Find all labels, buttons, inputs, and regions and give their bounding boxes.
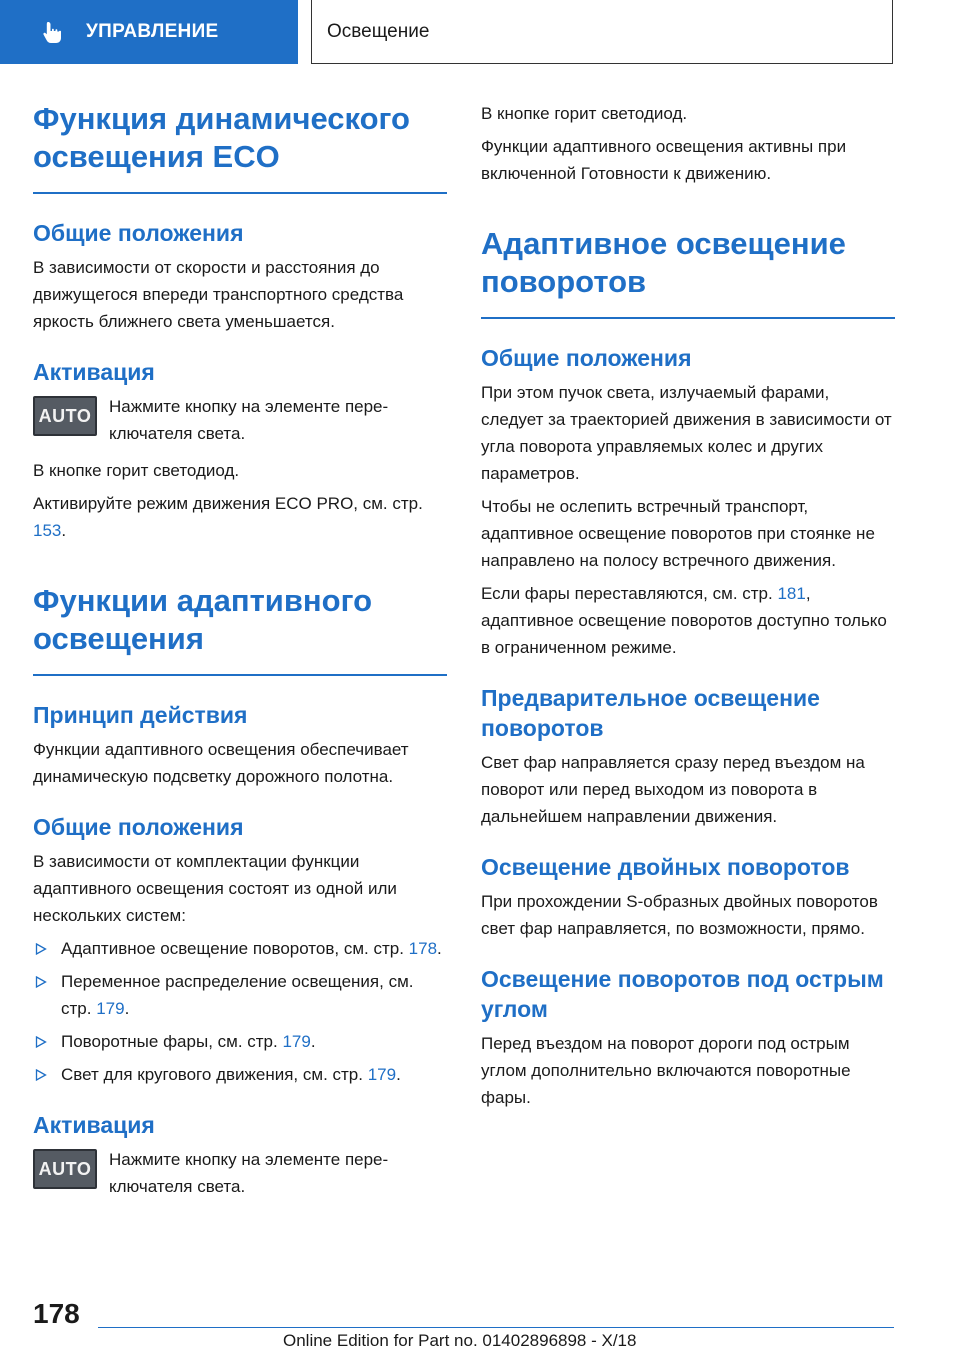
subheading-activation-2: Активация [33,1112,155,1138]
subheading-pre: Предварительное освещение поворотов [481,685,820,741]
page-link[interactable]: 179 [367,1065,397,1084]
paragraph-general-2: В зависимости от комплектации функции адаптивного освещения состоят из одной или нескольких систем: [33,852,397,925]
list-item: Адаптивное освещение поворотов, см. стр. 178. [33,935,447,962]
subheading-activation: Активация [33,359,155,385]
paragraph-general: В зависимости от скорости и расстояния до движущегося впереди транспортного средства яркость ближнего света уменьшается. [33,258,404,331]
subheading-double: Освещение двойных поворотов [481,854,850,880]
page-number: 178 [33,1298,80,1329]
subheading-general: Общие положения [33,220,244,246]
right-column [481,100,895,1117]
subheading-principle: Принцип действия [33,702,248,728]
paragraph-eco-pro: Активируйте режим движения ECO PRO, см. стр. 153. [33,494,423,540]
paragraph-swap: Если фары переставляются, см. стр. 181, адаптивное освещение поворотов доступно только в ограниченном режиме. [481,584,887,657]
footer-divider [98,1327,894,1328]
section-tab [0,0,298,64]
subheading-general-2: Общие положения [33,814,244,840]
systems-list [33,935,447,1088]
activation-step [33,393,447,447]
page-link[interactable]: 181 [777,584,806,603]
page-link[interactable]: 179 [282,1032,311,1051]
paragraph-led: В кнопке горит светодиод. [33,461,240,480]
triangle-bullet-icon [35,1069,47,1081]
paragraph-active: Функции адаптивного освещения активны при включенной Готовности к движению. [481,137,847,183]
paragraph-double: При прохождении S-образных двойных поворотов свет фар направляется, по возможности, прямо. [481,892,878,938]
list-item: Свет для кругового движения, см. стр. 179. [33,1061,447,1088]
subheading-sharp: Освещение поворотов под острым углом [481,966,884,1022]
list-item: Переменное распределение освещения, см. стр. 179. [33,968,447,1022]
paragraph-principle: Функции адаптивного освещения обеспечивает динамическую подсветку дорожного полотна. [33,740,409,786]
paragraph-led-right: В кнопке горит светодиод. [481,104,688,123]
paragraph-press-2: Нажмите кнопку на элементе переключателя света. [109,1150,389,1196]
hand-pointer-icon [40,19,66,45]
edition-footer: Online Edition for Part no. 01402896898 - X/18 [283,1331,637,1350]
paragraph-glare: Чтобы не ослепить встречный транспорт, адаптивное освещение поворотов при стоянке не направлено на полосу встречного движения. [481,497,875,570]
page-link[interactable]: 178 [408,939,438,958]
triangle-bullet-icon [35,1036,47,1048]
heading-adaptive: Функции адаптивного освещения [33,582,447,676]
paragraph-beam: При этом пучок света, излучаемый фарами, следует за траекторией движения в зависимости от угла поворота управляемых колес и других параметров. [481,383,892,483]
subheading-general-right: Общие положения [481,345,692,371]
auto-button-icon: AUTO [33,1149,97,1189]
triangle-bullet-icon [35,943,47,955]
page-link[interactable]: 179 [96,999,125,1018]
section-label: УПРАВЛЕНИЕ [86,21,219,42]
list-item: Поворотные фары, см. стр. 179. [33,1028,447,1055]
left-column [33,100,447,1210]
paragraph-pre: Свет фар направляется сразу перед въездом на поворот или перед выходом из поворота в дальнейшем направлении движения. [481,753,865,826]
activation-step-2 [33,1146,447,1200]
auto-button-icon: AUTO [33,396,97,436]
heading-turn: Адаптивное освещение поворотов [481,225,895,319]
paragraph-press: Нажмите кнопку на элементе переключателя света. [109,397,389,443]
paragraph-sharp: Перед въездом на поворот дороги под острым углом дополнительно включаются поворотные фары. [481,1034,851,1107]
heading-eco: Функция динамического освещения ECO [33,100,447,194]
triangle-bullet-icon [35,976,47,988]
chapter-title: Освещение [311,0,893,64]
page-link[interactable]: 153 [33,521,62,540]
